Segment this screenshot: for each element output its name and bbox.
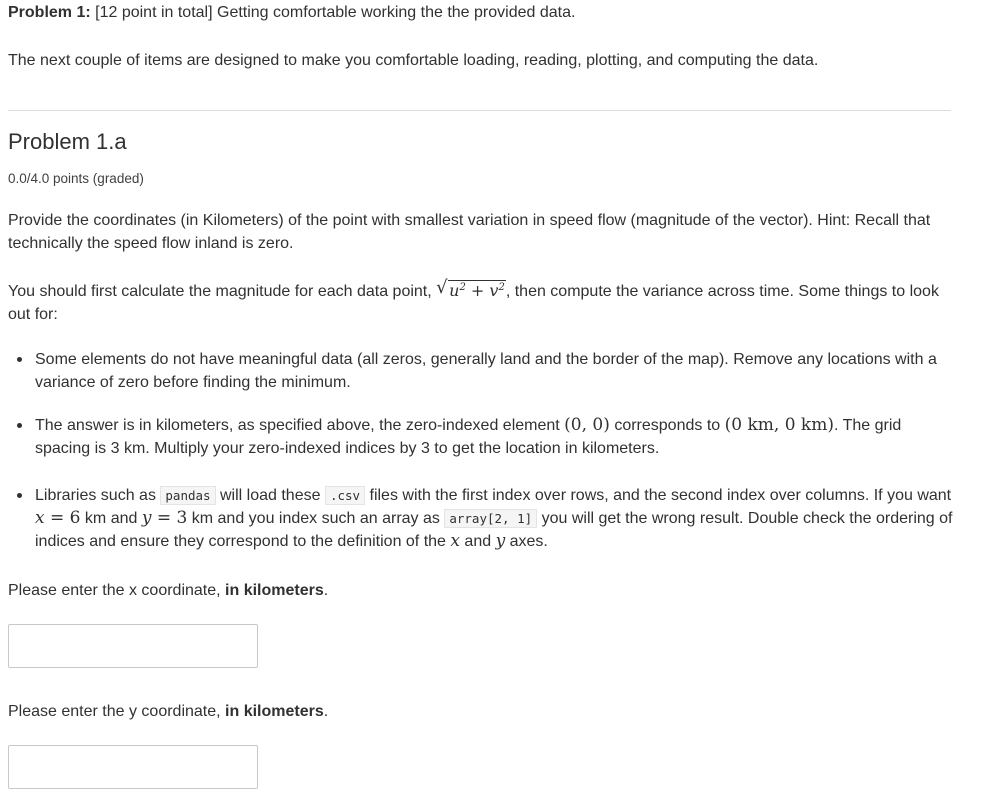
- tip-index-text-g: and: [459, 533, 496, 550]
- intro-title-rest: [12 point in total] Getting comfortable working the the provided data.: [90, 4, 576, 21]
- code-csv: .csv: [325, 486, 365, 505]
- tip-kilometers-text-b: corresponds to: [609, 417, 725, 434]
- intro-title: [8, 3, 575, 23]
- y-coordinate-prompt: [8, 702, 328, 722]
- tip-zero-variance: Some elements do not have meaningful data (all zeros, generally land and the border of the map). Remove any locations with a variance of zero before finding the minimum.: [35, 351, 937, 391]
- x-coordinate-prompt: [8, 581, 328, 601]
- code-array-index: array[2, 1]: [444, 509, 537, 528]
- sqrt-symbol: √: [436, 277, 448, 298]
- y-prompt-text: Please enter the y coordinate,: [8, 703, 226, 720]
- section-divider: [8, 110, 951, 111]
- y-coordinate-input[interactable]: [8, 745, 258, 789]
- x-prompt-bold: in kilometers: [225, 582, 324, 599]
- problem-description: Provide the coordinates (in Kilometers) of the point with smallest variation in speed flow (magnitude of the vector). Hint: Recall that technically the speed flow inland is zero.: [8, 212, 931, 252]
- tip-kilometers-text-c: . The grid spacing is 3 km. Multiply your zero-indexed indices by 3 to get the location in kilometers.: [35, 417, 902, 457]
- math-origin-km: (0 km, 0 km): [724, 415, 834, 435]
- bullet-dot: [17, 423, 22, 428]
- math-y-axis: y: [495, 531, 506, 551]
- tip-index-text-f: you will get the wrong result. Double check the ordering of indices and ensure they correspond to the definition of the: [35, 510, 953, 550]
- tip-index-order: [35, 484, 957, 553]
- tip-index-text-c: files with the first index over rows, and the second index over columns. If you want: [365, 487, 952, 504]
- math-eq-6: = 6: [44, 508, 81, 528]
- x-prompt-period: .: [323, 582, 329, 599]
- magnitude-formula: √ $u^2 + v^2$: [436, 277, 505, 300]
- tip-kilometers-text-a: The answer is in kilometers, as specified above, the zero-indexed element: [35, 417, 565, 434]
- tip-index-text-b: will load these: [215, 487, 325, 504]
- tip-kilometers: [35, 414, 957, 460]
- intro-text: The next couple of items are designed to make you comfortable loading, reading, plotting, and computing the data.: [8, 52, 819, 69]
- bullet-dot: [17, 493, 22, 498]
- y-prompt-bold: in kilometers: [225, 703, 324, 720]
- method-paragraph: [8, 277, 943, 326]
- intro-title-bold: Problem 1:: [8, 4, 91, 21]
- math-x: x: [35, 508, 45, 528]
- problem-heading: Problem 1.a: [8, 129, 127, 154]
- math-y: y: [141, 508, 152, 528]
- tip-index-text-d: km and: [80, 510, 142, 527]
- math-origin-index: (0, 0): [564, 415, 610, 435]
- tip-index-text-e: km and you index such an array as: [187, 510, 445, 527]
- points-status: 0.0/4.0 points (graded): [8, 171, 144, 186]
- x-coordinate-input[interactable]: [8, 624, 258, 668]
- bullet-dot: [17, 357, 22, 362]
- tip-index-text-a: Libraries such as: [35, 487, 161, 504]
- x-prompt-text: Please enter the x coordinate,: [8, 582, 226, 599]
- code-pandas: pandas: [160, 486, 215, 505]
- tip-index-text-h: axes.: [505, 533, 548, 550]
- math-x-axis: x: [450, 531, 460, 551]
- math-eq-3: = 3: [151, 508, 188, 528]
- method-text-a: You should first calculate the magnitude for each data point,: [8, 283, 437, 300]
- y-prompt-period: .: [323, 703, 329, 720]
- method-text-b: , then compute the variance across time. Some things to look out for:: [8, 283, 939, 323]
